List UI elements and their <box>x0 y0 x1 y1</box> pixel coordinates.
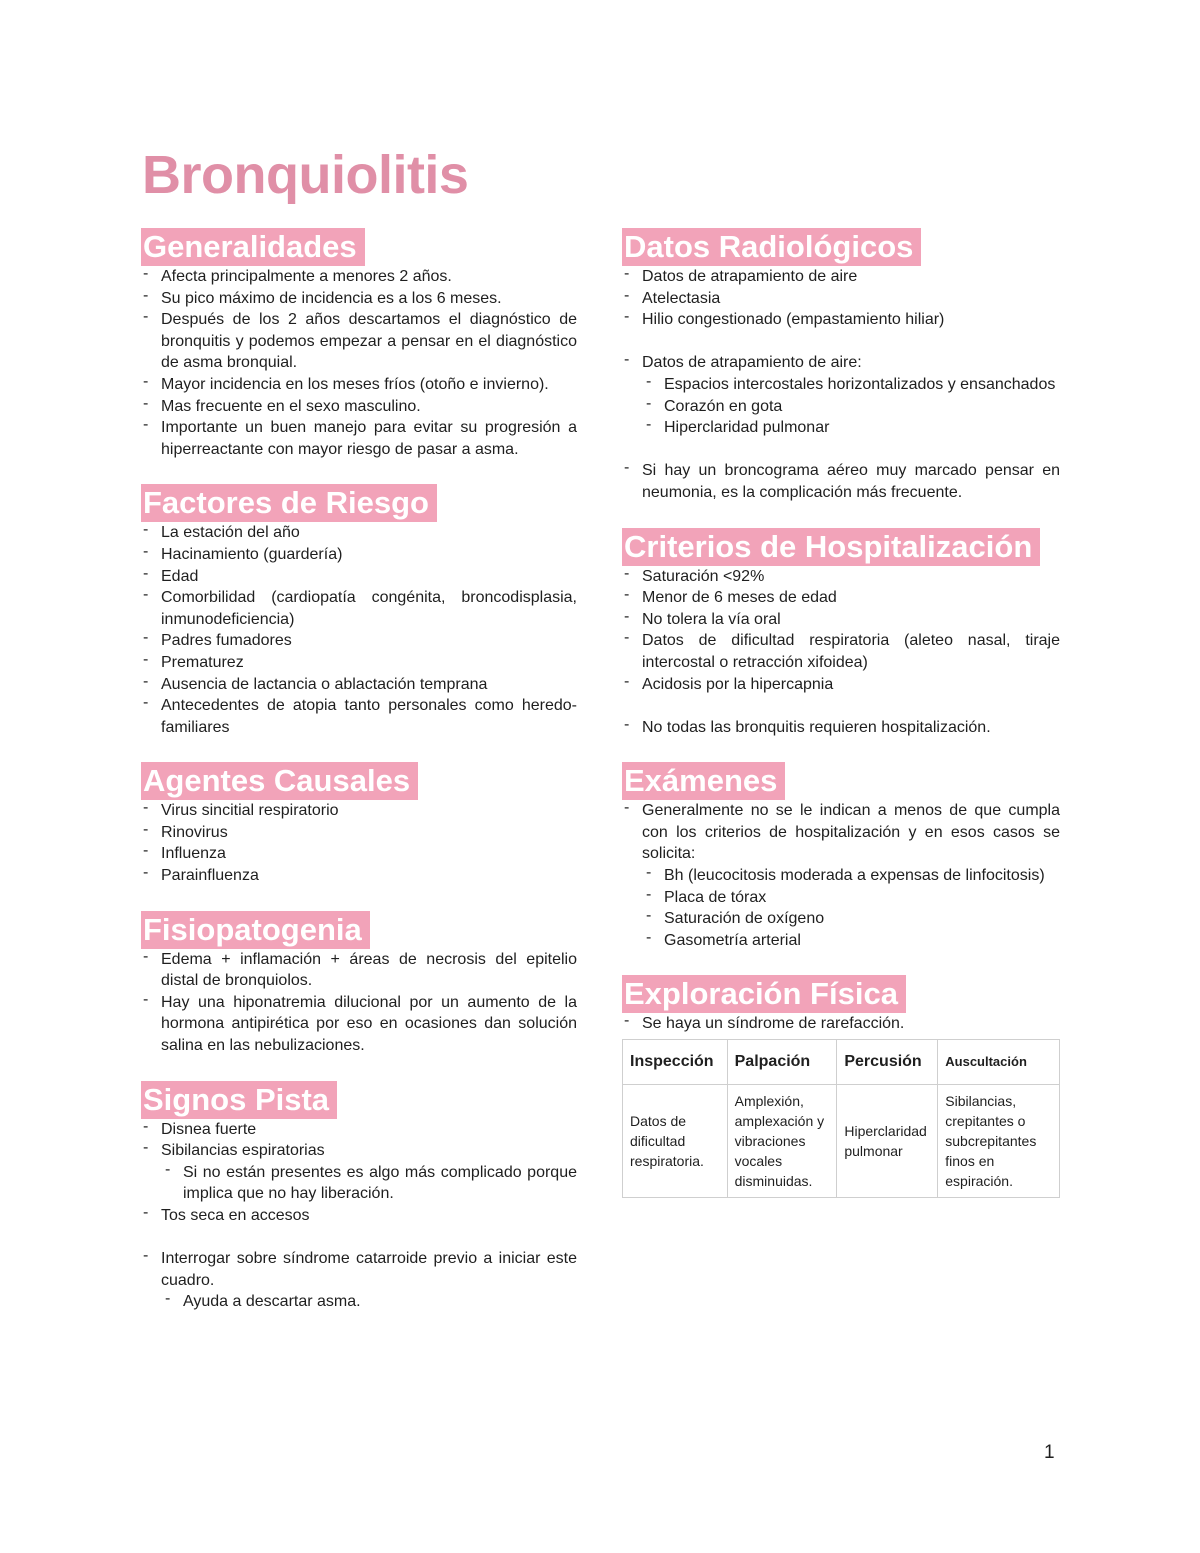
bullet-list <box>622 266 1060 504</box>
list-item: - Interrogar sobre síndrome catarroide previo a iniciar este cuadro. <box>141 1248 577 1291</box>
list-subitem: - Corazón en gota <box>644 396 1060 418</box>
table-cell: Sibilancias, crepitantes o subcrepitantes finos en espiración. <box>938 1085 1060 1198</box>
section-exploracion-fisica <box>622 975 1060 1198</box>
table-row <box>623 1085 1060 1198</box>
bullet-list <box>141 800 577 886</box>
list-item: - Influenza <box>141 843 577 865</box>
list-subitem: - Saturación de oxígeno <box>644 908 1060 930</box>
table-cell: Amplexión, amplexación y vibraciones vocales disminuidas. <box>727 1085 837 1198</box>
list-subitem: - Espacios intercostales horizontalizados y ensanchados <box>644 374 1060 396</box>
list-item: - Disnea fuerte <box>141 1119 577 1141</box>
section-signos-pista <box>141 1081 577 1313</box>
exploration-table <box>622 1039 1060 1198</box>
table-header-cell: Percusión <box>837 1040 938 1085</box>
list-item: - Edad <box>141 566 577 588</box>
list-item: - Importante un buen manejo para evitar su progresión a hiperreactante con mayor riesgo de pasar a asma. <box>141 417 577 460</box>
list-item: - Datos de dificultad respiratoria (aleteo nasal, tiraje intercostal o retracción xifoidea) <box>622 630 1060 673</box>
list-item: - La estación del año <box>141 522 577 544</box>
section-heading: Generalidades <box>141 228 365 266</box>
section-factores-riesgo <box>141 484 577 738</box>
list-item: - Antecedentes de atopia tanto personales como heredo-familiares <box>141 695 577 738</box>
list-item: - No tolera la vía oral <box>622 609 1060 631</box>
left-column <box>141 228 577 1337</box>
list-item: - Su pico máximo de incidencia es a los 6 meses. <box>141 288 577 310</box>
bullet-list <box>622 1013 1060 1035</box>
table-cell: Hiperclaridad pulmonar <box>837 1085 938 1198</box>
list-item: - Hacinamiento (guardería) <box>141 544 577 566</box>
table-header-cell: Auscultación <box>938 1040 1060 1085</box>
list-item: - Generalmente no se le indican a menos de que cumpla con los criterios de hospitalización y en esos casos se solicita: <box>622 800 1060 865</box>
list-subitem: - Gasometría arterial <box>644 930 1060 952</box>
bullet-list <box>141 522 577 738</box>
right-column <box>622 228 1060 1222</box>
list-item: - Si hay un broncograma aéreo muy marcado pensar en neumonia, es la complicación más frecuente. <box>622 460 1060 503</box>
table-header-row <box>623 1040 1060 1085</box>
bullet-list <box>141 1119 577 1313</box>
list-subitem: - Bh (leucocitosis moderada a expensas de linfocitosis) <box>644 865 1060 887</box>
list-subitem: - Placa de tórax <box>644 887 1060 909</box>
table-header-cell: Inspección <box>623 1040 728 1085</box>
list-item: - No todas las bronquitis requieren hospitalización. <box>622 717 1060 739</box>
list-item: - Se haya un síndrome de rarefacción. <box>622 1013 1060 1035</box>
list-subitem: - Ayuda a descartar asma. <box>163 1291 577 1313</box>
section-criterios-hospitalizacion <box>622 528 1060 739</box>
bullet-list <box>622 800 1060 951</box>
bullet-list <box>141 949 577 1057</box>
list-item: - Hay una hiponatremia dilucional por un aumento de la hormona antipirética por eso en ocasiones dan solución salina en las nebulizaciones. <box>141 992 577 1057</box>
section-heading: Factores de Riesgo <box>141 484 437 522</box>
section-datos-radiologicos <box>622 228 1060 504</box>
table-header-cell: Palpación <box>727 1040 837 1085</box>
section-heading: Exámenes <box>622 762 785 800</box>
list-subitem: - Hiperclaridad pulmonar <box>644 417 1060 439</box>
section-heading: Exploración Física <box>622 975 906 1013</box>
list-subitem: - Si no están presentes es algo más complicado porque implica que no hay liberación. <box>163 1162 577 1205</box>
section-heading: Criterios de Hospitalización <box>622 528 1040 566</box>
list-item: - Afecta principalmente a menores 2 años. <box>141 266 577 288</box>
section-heading: Agentes Causales <box>141 762 418 800</box>
list-item: - Mayor incidencia en los meses fríos (otoño e invierno). <box>141 374 577 396</box>
list-item: - Atelectasia <box>622 288 1060 310</box>
section-examenes <box>622 762 1060 951</box>
list-item: - Menor de 6 meses de edad <box>622 587 1060 609</box>
list-item: - Padres fumadores <box>141 630 577 652</box>
list-item: - Mas frecuente en el sexo masculino. <box>141 396 577 418</box>
list-item: - Comorbilidad (cardiopatía congénita, broncodisplasia, inmunodeficiencia) <box>141 587 577 630</box>
list-item: - Prematurez <box>141 652 577 674</box>
list-item: - Parainfluenza <box>141 865 577 887</box>
section-heading: Datos Radiológicos <box>622 228 921 266</box>
bullet-list <box>141 266 577 460</box>
list-item: - Rinovirus <box>141 822 577 844</box>
section-heading: Fisiopatogenia <box>141 911 370 949</box>
list-item: - Hilio congestionado (empastamiento hiliar) <box>622 309 1060 331</box>
list-item: - Acidosis por la hipercapnia <box>622 674 1060 696</box>
section-generalidades <box>141 228 577 460</box>
page-number: 1 <box>1044 1442 1055 1463</box>
list-item: - Datos de atrapamiento de aire <box>622 266 1060 288</box>
list-item: - Saturación <92% <box>622 566 1060 588</box>
list-item: - Ausencia de lactancia o ablactación temprana <box>141 674 577 696</box>
section-fisiopatogenia <box>141 911 577 1057</box>
section-heading: Signos Pista <box>141 1081 337 1119</box>
list-item: - Datos de atrapamiento de aire: <box>622 352 1060 374</box>
list-item: - Tos seca en accesos <box>141 1205 577 1227</box>
list-item: - Virus sincitial respiratorio <box>141 800 577 822</box>
section-agentes-causales <box>141 762 577 886</box>
page-title: Bronquiolitis <box>142 145 469 205</box>
list-item: - Sibilancias espiratorias <box>141 1140 577 1162</box>
bullet-list <box>622 566 1060 739</box>
list-item: - Después de los 2 años descartamos el diagnóstico de bronquitis y podemos empezar a pensar en el diagnóstico de asma bronquial. <box>141 309 577 374</box>
table-cell: Datos de dificultad respiratoria. <box>623 1085 728 1198</box>
list-item: - Edema + inflamación + áreas de necrosis del epitelio distal de bronquiolos. <box>141 949 577 992</box>
